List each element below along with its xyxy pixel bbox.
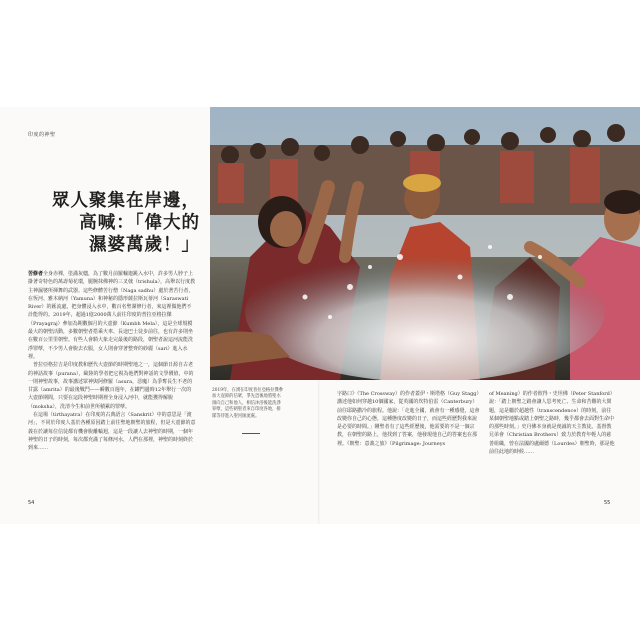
pilgrims-bathing-photo	[210, 107, 640, 380]
paragraph-text: 全身赤裸，塗滿灰燼，為了數月前羅輸迦跳入水中，許多男人脖子上掛著奇特色的萬壽菊花環，腿腕抹佛神的三叉戟（trishula），高舉以行度教主神濕婆所揮舞的武器。這些修體苦行僧（Naga sadhu）處於著苦行者，在恆河、雅木納河（Yamuna）和神秘的隱形薩拉斯瓦蒂河（Saraswati River）的匯流處，把身體浸入水中，數百名聖潔修行者，來這裡做他們不計能得的。2019年，超過1億2000萬人前往印度的普拉亞格拉傑（Prayagraj）參加為期數個月的大壺節（Kumbh Mela），這是全球規模最大的朝聖活動，多數朝聖者搭乘火車、長途巴士徒步前往，也有許多則坐在數百公里里朝聖。有些人會騎大象走完最後的路段，朝聖者說這河流能洗淨罪孽，不少男人會脫去衣服，女人則會穿著整齊的紗麗（sari）進入水裡。	[28, 271, 196, 360]
caption-rule	[242, 433, 260, 434]
left-article-column	[28, 270, 196, 498]
headline-line-2: 高喊：「偉大的	[79, 213, 200, 233]
headline-line-3: 濕婆萬歲！」	[89, 235, 200, 255]
section-tag: 印度的神聖	[28, 132, 56, 138]
headline	[40, 190, 200, 256]
paragraph-text: of Meaning）的作者彼得・史坦佛（Peter Stanford）說：「踏上朝聖之路會讓人思考死亡、生命和苦難的大問題，這是屬於超越性（transcendence）的時刻，前往某個朝聖地點或踏上朝聖之路時，幾乎都會去面對生命中的那些時刻。」史丹佛本身就是虔誠的天主教徒。基督教兄弟會（Christian Brothers）致力於教育年輕人的慈善組織，曾在法國的盧爾德（Lourdes）朝聖時，那是他前往此地的時候……	[489, 391, 615, 456]
photo-illustration	[210, 107, 640, 380]
photo-caption: 2019年，在湧在印度普拉亞格拉傑參加大壺節的信眾，爭先恐後地將聖水潑向自己和他人，相信沐浴後能洗淨罪孽，這些朝聖者來自印度各地，排隊等待進入聖河匯流處。	[212, 388, 284, 419]
article-paragraph	[28, 411, 196, 452]
article-paragraph	[28, 361, 196, 411]
middle-article-column	[337, 390, 481, 494]
page-number-left: 54	[28, 500, 35, 506]
paragraph-text: 在這場（tirthayatra）在印度的古典語言（Sanskrit）中的意思是「渡河」，不同於印度人基於各種原因踏上前往聖地朝聖的旅程，但是大壺節的意義在於讓每位信徒都有機會脫離輪迴，這是一段讓人去神聖的時期，一個年神聖的日子的時刻，每次都充滿了每條河水，人們在那裡，神聖的時刻終於到來……	[28, 412, 196, 452]
right-article-column	[489, 390, 615, 494]
article-paragraph	[28, 270, 196, 361]
paragraph-text: 字路口》（The Crossway）的作者蓋伊・斯塔格（Guy Stagg）講述他如何穿越10個國家，從英國的坎特伯雷（Canterbury）前往耶路撒冷的旅程。他說：「走進全國，就會有一種感覺，這會改變你自己的心態，這種態度改變的日子，而這些經歷對我來說是必要的時間。」剛聖者有了這些經歷後，他需要的不是一個宗教，在朝聖的路上，他找到了答案，他發現他自己的答案也在那裡。《朝聖：意義之旅》（Pilgrimage: Journeys	[337, 391, 480, 447]
lead-word: 苦修者	[28, 271, 44, 277]
paragraph-text: 普拉亞格拉吉是印度教和歷代大壺節的時期聖地之一，這個節日源自古老的神話故事（purana），歐陸的學者把它視為他們對神話的文學價值，中的一則神聖故事，故事講述眾神與阿修羅（asura，惡魔）為爭奪長生不老的甘露（amrita）的最後戰鬥——瞬數百週年，在罐門邊時12年舉行一次的大壺節期間，只要在這段神聖時期裡全身浸入河中，就能獲得解脫（moksha），洗清今生和前世所積累的罪孽。	[28, 362, 194, 410]
headline-line-1: 眾人聚集在岸邊，	[52, 191, 200, 211]
page-number-right: 55	[604, 500, 611, 506]
